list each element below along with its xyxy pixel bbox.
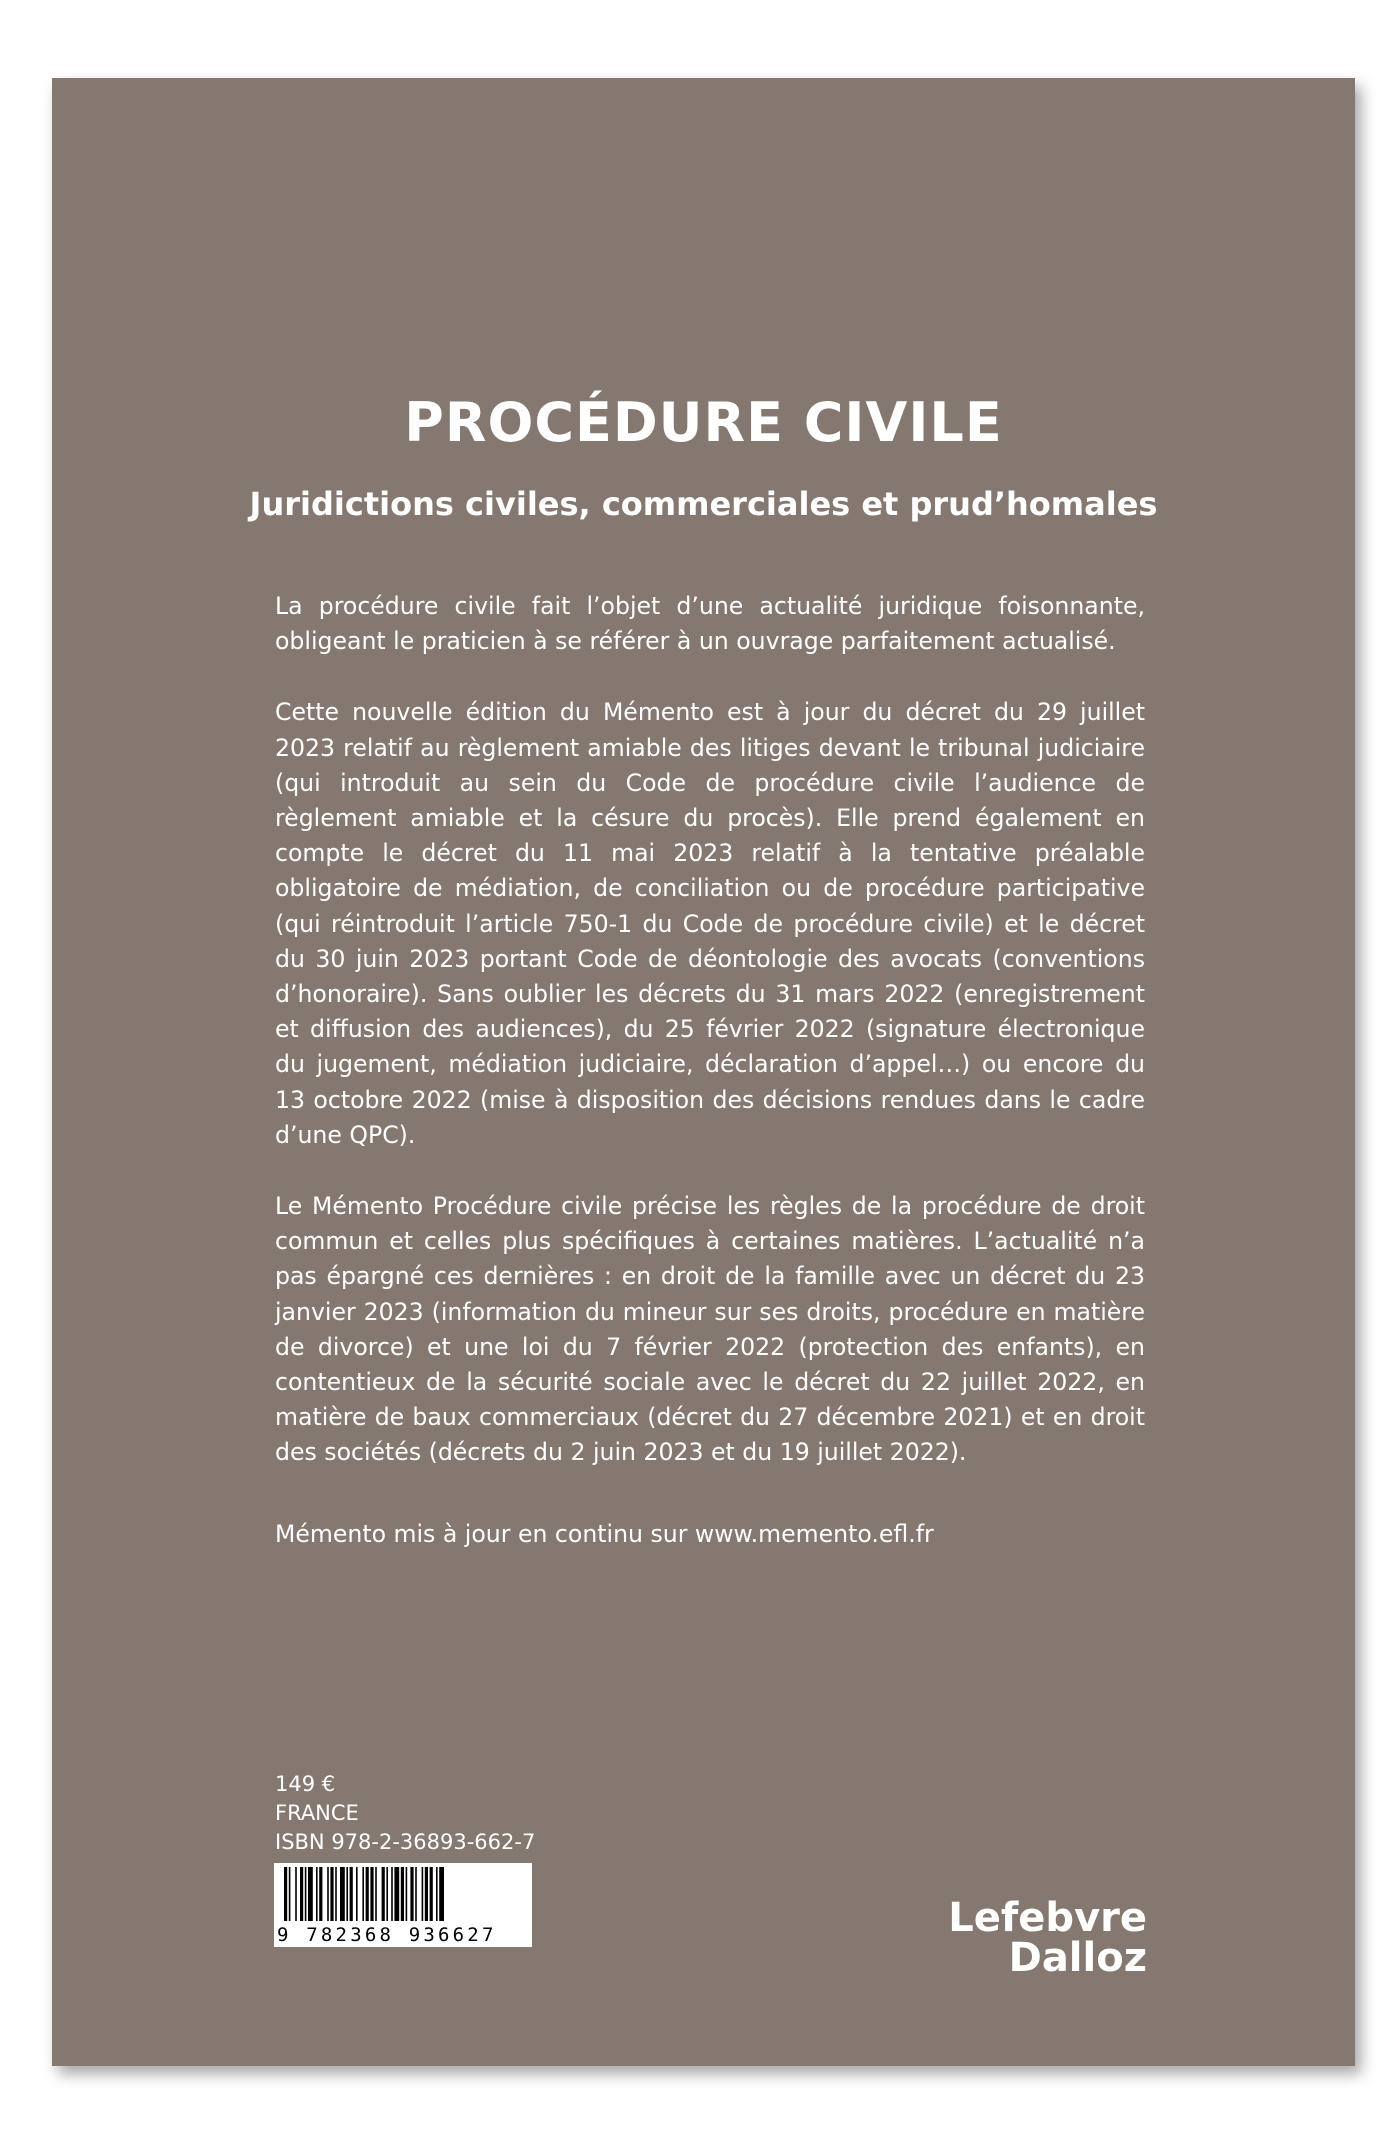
description-body — [275, 589, 1145, 1552]
isbn: ISBN 978-2-36893-662-7 — [275, 1830, 536, 1854]
barcode-bar — [362, 1867, 364, 1921]
barcode-bar — [284, 1867, 287, 1921]
description-paragraph-1: La procédure civile fait l’objet d’une actualité juridique foisonnante, obligeant le praticien à se référer à un ouvrage parfaitement actualisé. — [275, 592, 1145, 656]
barcode-bar — [425, 1867, 428, 1921]
book-back-cover — [52, 78, 1355, 2066]
barcode-bar — [406, 1867, 408, 1921]
barcode-bar — [308, 1867, 313, 1921]
barcode-bar — [366, 1867, 369, 1921]
barcode-bar — [439, 1867, 444, 1921]
barcode-bar — [330, 1867, 333, 1921]
barcode-bar — [295, 1867, 297, 1921]
barcode-bar — [340, 1867, 345, 1921]
price: 149 € — [275, 1772, 336, 1796]
barcode-bar — [415, 1867, 417, 1921]
barcode-bar — [394, 1867, 399, 1921]
barcode-bar — [391, 1867, 393, 1921]
barcode-bar — [346, 1867, 348, 1921]
barcode-bar — [386, 1867, 388, 1921]
online-update-note: Mémento mis à jour en continu sur www.memento.efl.fr — [275, 1519, 934, 1548]
barcode-bar — [401, 1867, 404, 1921]
country: FRANCE — [275, 1801, 359, 1825]
description-paragraph-2: Cette nouvelle édition du Mémento est à jour du décret du 29 juillet 2023 relatif au règlement amiable des litiges devant le tribunal judiciaire (qui introduit au sein du Code de procédure civile l’audience de règlement amiable et la césure du procès). Elle prend également en compte le décret du 11 mai 2023 relatif à la tentative préalable obligatoire de médiation, de conciliation ou de procédure participative (qui réintroduit l’article 750-1 du Code de procédure civile) et le décret du 30 juin 2023 portant Code de déontologie des avocats (conventions d’honoraire). Sans oublier les décrets du 31 mars 2022 (enregistrement et diffusion des audiences), du 25 février 2022 (signature électronique du jugement, médiation judiciaire, déclaration d’appel…) ou encore du 13 octobre 2022 (mise à disposition des décisions rendues dans le cadre d’une QPC). — [275, 698, 1145, 1149]
barcode-bar — [430, 1867, 433, 1921]
description-paragraph-3: Le Mémento Procédure civile précise les règles de la procédure de droit commun et celles plus spécifiques à certaines matières. L’actualité n’a pas épargné ces dernières : en droit de la famille avec un décret du 23 janvier 2023 (information du mineur sur ses droits, procédure en matière de divorce) et une loi du 7 février 2022 (protection des enfants), en contentieux de la sécurité sociale avec le décret du 22 juillet 2022, en matière de baux commerciaux (décret du 27 décembre 2021) et en droit des sociétés (décrets du 2 juin 2023 et du 19 juillet 2022). — [275, 1192, 1145, 1467]
barcode-bar — [382, 1867, 385, 1921]
barcode-bar — [300, 1867, 303, 1921]
price-block — [275, 1770, 535, 1857]
publisher-logo: Lefebvre Dalloz — [948, 1895, 1147, 1981]
barcode-bar — [422, 1867, 424, 1921]
book-title: PROCÉDURE CIVILE — [404, 391, 1003, 454]
barcode-bar — [356, 1867, 358, 1921]
barcode — [274, 1863, 532, 1947]
barcode-bar — [305, 1867, 307, 1921]
barcode-bar — [370, 1867, 373, 1921]
barcode-bar — [436, 1867, 438, 1921]
barcode-bar — [316, 1867, 318, 1921]
barcode-bar — [289, 1867, 291, 1921]
barcode-digits: 9 782368 936627 — [277, 1924, 497, 1946]
book-subtitle: Juridictions civiles, commerciales et prud’homales — [249, 485, 1158, 523]
barcode-bar — [410, 1867, 413, 1921]
barcode-bar — [350, 1867, 353, 1921]
barcode-bar — [319, 1867, 322, 1921]
barcode-bar — [375, 1867, 377, 1921]
barcode-bar — [327, 1867, 329, 1921]
barcode-bar — [335, 1867, 337, 1921]
